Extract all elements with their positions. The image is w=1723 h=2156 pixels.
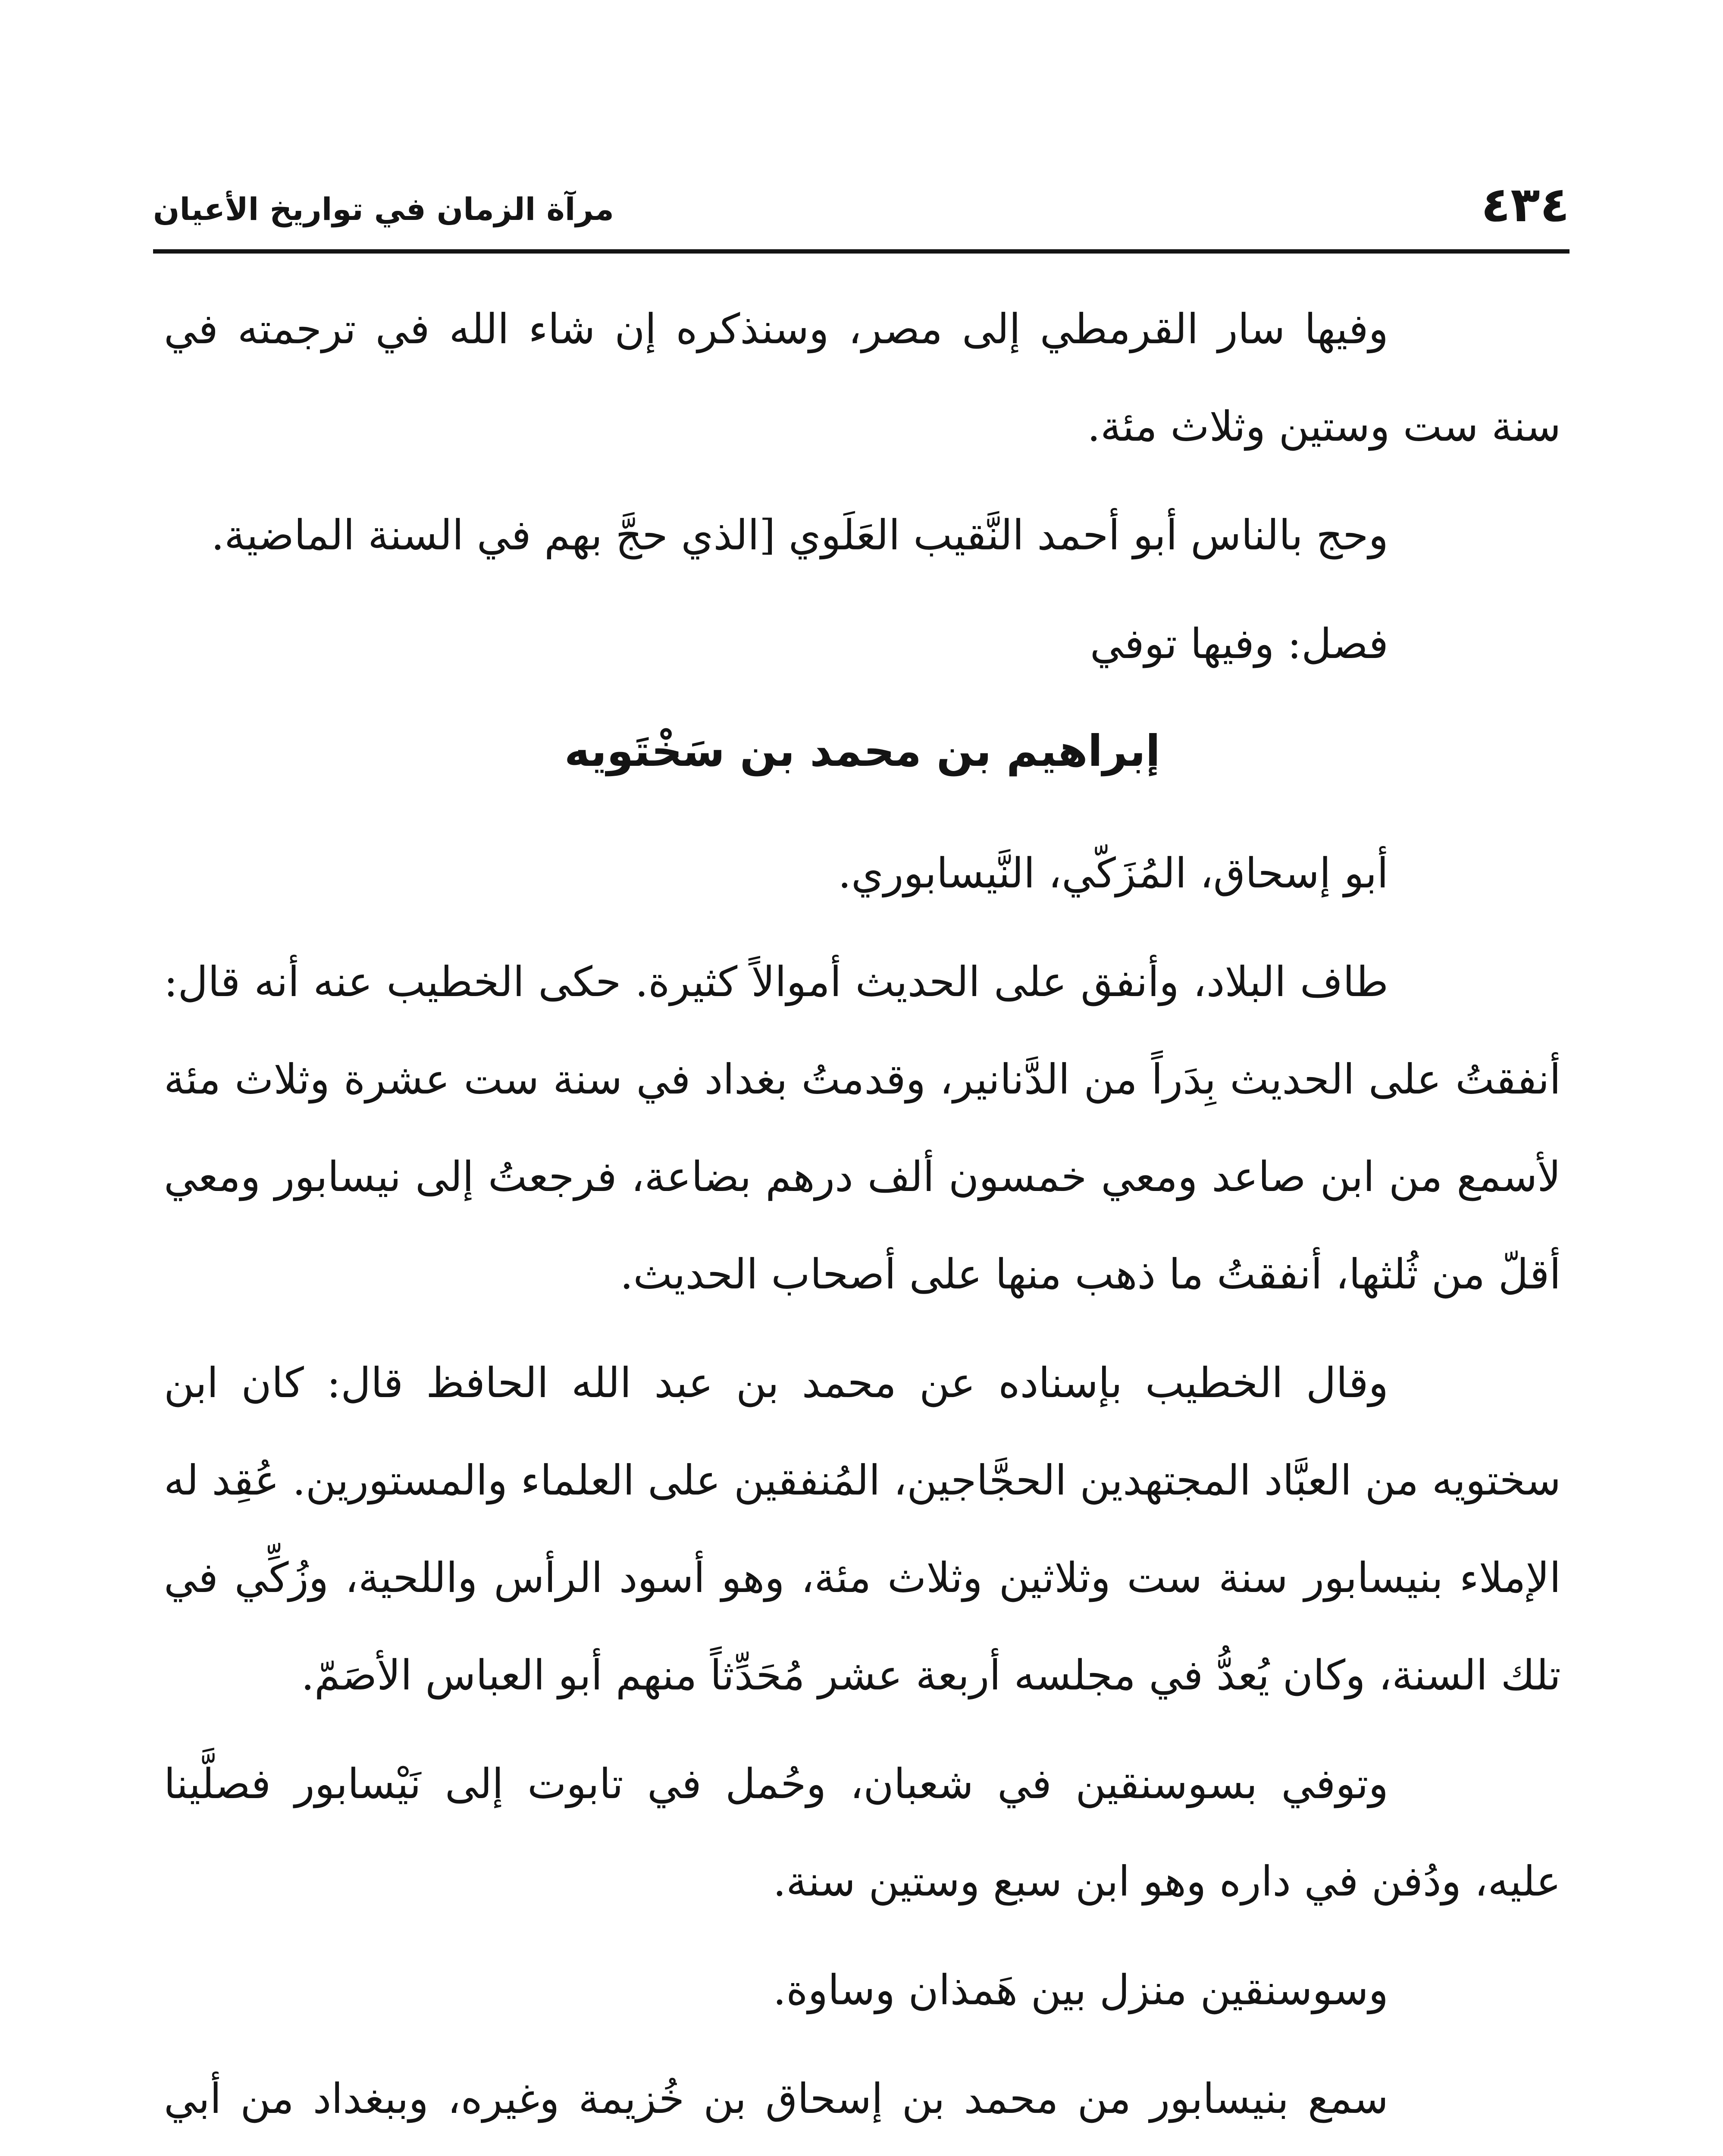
book-title: مرآة الزمان في تواريخ الأعيان [153, 191, 614, 227]
paragraph: فصل: وفيها توفي [1090, 620, 1388, 668]
paragraph: وحج بالناس أبو أحمد النَّقيب العَلَوي [الذي حجَّ بهم في السنة الماضية. [211, 511, 1388, 559]
running-header [153, 172, 1569, 246]
main-text [164, 280, 1561, 2156]
paragraph: أبو إسحاق، المُزَكّي، النَّيسابوري. [838, 849, 1388, 897]
paragraph: وسوسنقين منزل بين هَمذان وساوة. [773, 1966, 1388, 2014]
biography-heading: إبراهيم بن محمد بن سَخْتَويه [564, 726, 1161, 776]
paragraph: وتوفي بسوسنقين في شعبان، وحُمل في تابوت إلى نَيْسابور فصلَّينا عليه، ودُفن في داره وهو ابن سبع وستين سنة. [164, 1760, 1561, 1905]
paragraph: وفيها سار القرمطي إلى مصر، وسنذكره إن شاء الله في ترجمته في سنة ست وستين وثلاث مئة. [164, 305, 1561, 451]
paragraph: طاف البلاد، وأنفق على الحديث أموالاً كثيرة. حكى الخطيب عنه أنه قال: أنفقتُ على الحديث بِدَراً من الدَّنانير، وقدمتُ بغداد في سنة ست عشرة وثلاث مئة لأسمع من ابن صاعد ومعي خمسون ألف درهم بضاعة، فرجعتُ إلى نيسابور ومعي أقلّ من ثُلثها، أنفقتُ ما ذهب منها على أصحاب الحديث. [164, 958, 1561, 1298]
paragraph: وقال الخطيب بإسناده عن محمد بن عبد الله الحافظ قال: كان ابن سختويه من العبَّاد المجتهدين الحجَّاجين، المُنفقين على العلماء والمستورين. عُقِد له الإملاء بنيسابور سنة ست وثلاثين وثلاث مئة، وهو أسود الرأس واللحية، وزُكِّي في تلك السنة، وكان يُعدُّ في مجلسه أربعة عشر مُحَدِّثاً منهم أبو العباس الأصَمّ. [164, 1359, 1561, 1699]
page-number: ٤٣٤ [1481, 177, 1569, 233]
paragraph: سمع بنيسابور من محمد بن إسحاق بن خُزيمة وغيره، وببغداد من أبي [164, 2075, 1388, 2123]
header-rule [153, 249, 1569, 254]
